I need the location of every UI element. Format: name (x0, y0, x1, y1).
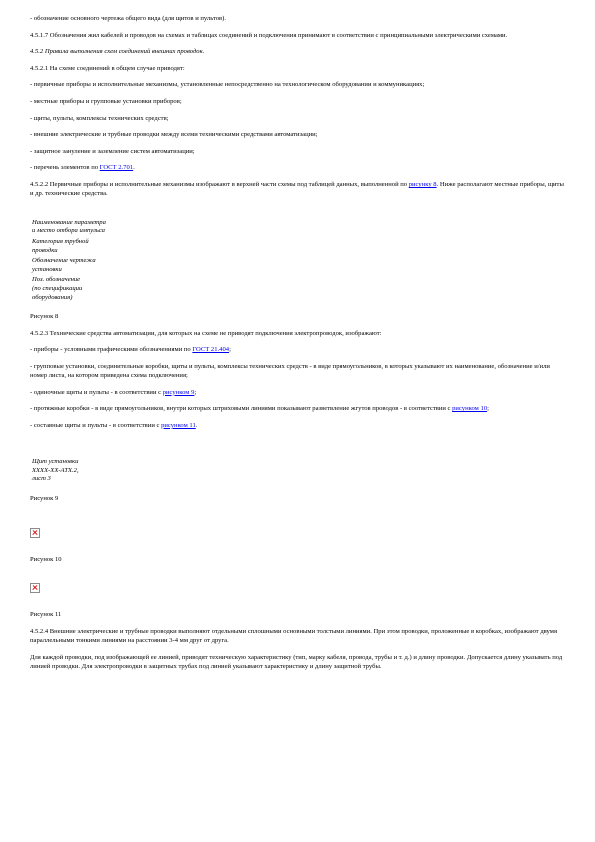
gost-2-701-link[interactable]: ГОСТ 2.701 (99, 164, 134, 172)
figure-9-label: ХХХХ-ХХ-АТХ.2, (32, 466, 79, 474)
list-item: - защитное зануление и заземление систем автоматизации; (30, 147, 195, 155)
paragraph: 4.5.2.1 На схеме соединений в общем случае приводят: (30, 64, 185, 72)
figure-8-label: Категория трубной (32, 237, 89, 245)
list-item: - первичные приборы и исполнительные механизмы, установленные непосредственно на технологическом оборудовании и коммуникациях; (30, 81, 425, 89)
figure-8-label: оборудования) (32, 293, 73, 301)
list-item: - щиты, пульты, комплексы технических средств; (30, 114, 169, 122)
figure-8-label: проводки (32, 246, 58, 254)
figure-8-label: установки (32, 265, 62, 273)
figure-8-link[interactable]: рисунку 8 (408, 180, 437, 188)
document-page (30, 14, 567, 679)
figure-8-label: Обозначение чертежа (32, 257, 96, 265)
paragraph: Для каждой проводки, под изображающей ее линией, приводят техническую характеристику (тип, марку кабеля, провода, трубы и т. д.) и длину проводки. Допускается длину указывать под линией проводки. Для электропроводки в защитных трубах под линией указывают характеристику и длину защитной трубы. (30, 653, 563, 670)
figure-9 (32, 458, 567, 483)
list-item (30, 404, 567, 413)
figure-10-link[interactable]: рисунком 10 (452, 405, 488, 413)
figure-9-label: Щит установки (32, 458, 79, 466)
text: - одиночные щиты и пульты - в соответствии с (30, 388, 163, 396)
figure-8-label: Поз. обозначение (32, 276, 81, 284)
text: ; (487, 405, 489, 413)
text: 4.5.2.2 Первичные приборы и исполнительные механизмы изображают в верхней части схемы под таблицей данных, выполненной по (30, 180, 409, 188)
text: - протяжные коробки - в виде прямоугольников, внутри которых штриховыми линиями показывают разветвление жгутов проводов - в соответствии с (30, 405, 453, 413)
paragraph (30, 180, 567, 199)
list-item: - групповые установки, соединительные коробки, щиты и пульты, комплексы технических средств - в виде прямоугольников, в которых указывают их наименование, обозначение и/или номер листа, на котором приведена схема подключения; (30, 362, 550, 380)
paragraph: 4.5.2.4 Внешние электрические и трубные проводки выполняют отдельными сплошными основными толстыми линиями. При этом проводки, проложенные в коробках, изображают двумя параллельными тонкими линиями на расстоянии 3-4 мм друг от друга. (30, 627, 557, 644)
list-item (30, 163, 567, 172)
figure-8-label: (по спецификации (32, 284, 83, 292)
text: - приборы - условными графическими обозначениями по (30, 346, 193, 354)
broken-image-icon (30, 528, 40, 538)
figure-11-link[interactable]: рисунком 11 (161, 421, 196, 429)
text: . (195, 421, 198, 429)
figure-9-label: лист 3 (32, 475, 51, 483)
list-item (30, 345, 567, 354)
broken-image-icon (30, 583, 40, 593)
text: - перечень элементов по (30, 164, 100, 172)
paragraph: - обозначение основного чертежа общего вида (для щитов и пультов). (30, 15, 226, 22)
figure-11-caption: Рисунок 11 (30, 611, 62, 619)
text: - составные щиты и пульты - в соответствии с (30, 421, 162, 429)
figure-8-label: Наименование параметра (32, 218, 106, 226)
text: . (133, 164, 135, 172)
figure-10-caption: Рисунок 10 (30, 556, 62, 564)
paragraph: 4.5.2.3 Технические средства автоматизации, для которых на схеме не приводят подключения электропроводок, изображают: (30, 329, 382, 337)
figure-8 (32, 219, 567, 302)
list-item (30, 421, 567, 430)
paragraph: 4.5.1.7 Обозначения жил кабелей и проводов на схемах и таблицах соединений и подключения принимают в соответствии с принципиальными электрическими схемами. (30, 31, 508, 39)
figure-9-link[interactable]: рисунком 9 (162, 388, 195, 396)
text: ; (229, 346, 231, 354)
text: ; (194, 388, 197, 396)
section-heading: 4.5.2 Правила выполнения схем соединений внешних проводок. (30, 48, 205, 56)
figure-8-label: и место отбора импульса (32, 227, 105, 235)
text: . Ниже располагают местные приборы, щиты и др. технические средства. (30, 180, 564, 198)
figure-9-caption: Рисунок 9 (30, 494, 59, 502)
figure-8-caption: Рисунок 8 (30, 313, 59, 321)
gost-21-404-link[interactable]: ГОСТ 21.404 (192, 346, 230, 354)
list-item: - местные приборы и групповые установки приборов; (30, 97, 182, 105)
list-item: - внешние электрические и трубные проводки между всеми техническими средствами автоматизации; (30, 131, 318, 139)
list-item (30, 388, 567, 397)
